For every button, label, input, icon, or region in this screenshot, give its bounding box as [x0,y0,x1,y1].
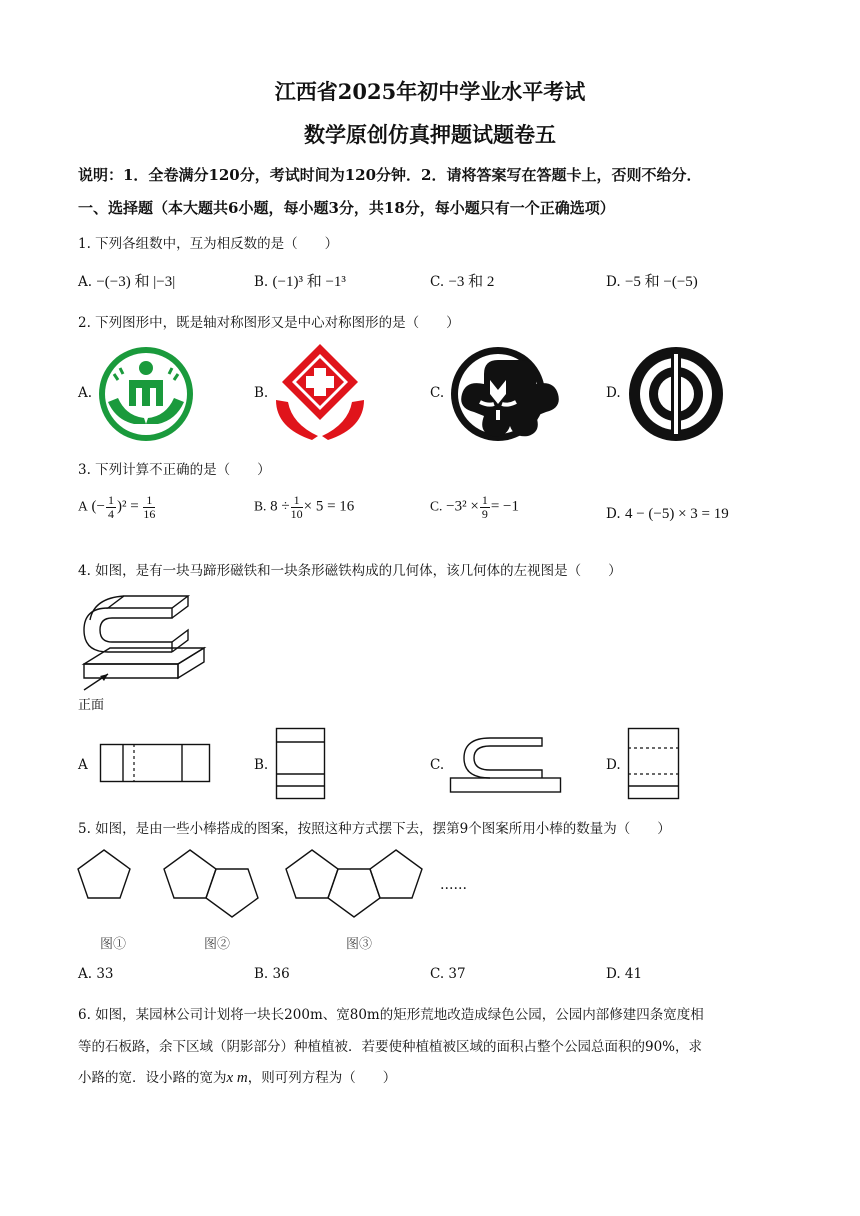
q3-stem: 3. 下列计算不正确的是（ ） [78,462,271,478]
section-heading: 一、选择题（本大题共6小题，每小题3分，共18分，每小题只有一个正确选项） [78,199,615,217]
q3-b-pre: 8 ÷ [270,498,290,515]
q3-b-post: × 5 = 16 [303,498,355,515]
q1-c-text: −3 和 2 [448,274,495,290]
fig2-caption: 图② [204,937,231,952]
q4-stem: 4. 如图，是有一块马蹄形磁铁和一块条形磁铁构成的几何体，该几何体的左视图是（ ） [78,563,622,579]
q3-c-post: = −1 [490,498,519,515]
q4-d-label[interactable]: D. [606,757,621,773]
q3-c-num: 1 [481,493,488,507]
q4-c-label[interactable]: C. [430,757,445,773]
q1-b-text: (−1)³ 和 −1³ [272,274,346,290]
q2-d-label[interactable]: D. [606,385,621,401]
q1-option-a[interactable] [78,270,175,291]
q4-b-label[interactable]: B. [254,757,269,773]
q3-c-fraction [480,494,490,520]
q4-option-a-figure[interactable] [100,744,210,784]
q3-b-label: B. [254,498,267,514]
q3-d-label: D. [606,506,621,522]
q3-b-den: 10 [290,506,303,521]
fig1-caption: 图① [100,937,127,952]
q4-option-b-figure[interactable] [276,728,326,800]
q3-option-d[interactable] [606,506,729,523]
ellipsis: …… [440,877,467,893]
q3-c-pre: −3² × [446,498,479,515]
q3-c-den: 9 [481,506,488,521]
q1-option-c[interactable] [430,270,494,291]
q3-b-num: 1 [291,494,303,508]
q1-d-label: D. [606,274,621,290]
q5-stem: 5. 如图，是由一些小棒搭成的图案，按照这种方式摆下去，摆第9个图案所用小棒的数量为（ ） [78,821,671,837]
q5-option-d[interactable]: D. 41 [606,966,643,982]
q4-a-label[interactable]: A [78,757,88,773]
black-ring-logo-icon [628,346,724,442]
q3-option-c[interactable] [430,494,519,520]
q1-a-text: −(−3) 和 |−3| [96,274,176,290]
q3-option-a[interactable] [78,494,156,520]
fig3-caption: 图③ [346,937,373,952]
q6-line3 [78,1066,396,1087]
green-logo-icon [96,346,196,442]
magnet-solid-figure [78,588,218,698]
q6-variable: x m [226,1070,248,1086]
q6-line1: 6. 如图，某园林公司计划将一块长200m、宽80m的矩形荒地改造成绿色公园，公园内部修建四条宽度相 [78,1007,704,1023]
q1-c-label: C. [430,274,445,290]
black-flower-logo-icon [450,346,546,442]
q3-a-rden: 16 [143,506,156,521]
q3-a-fraction [106,494,116,520]
q3-a-pre: (− [91,498,105,515]
q3-b-fraction [291,494,303,520]
q3-a-label: A [78,498,88,514]
exam-subtitle: 数学原创仿真押题试题卷五 [304,122,556,147]
pentagon-figure-1 [76,848,136,900]
q5-option-c[interactable]: C. 37 [430,966,466,982]
red-cross-logo-icon [272,342,368,442]
q5-option-a[interactable]: A. 33 [78,966,114,982]
q3-a-num: 1 [107,493,114,507]
q6-line2: 等的石板路，余下区域（阴影部分）种植植被．若要使种植植被区域的面积占整个公园总面积的90%，求 [78,1039,703,1055]
q1-option-d[interactable] [606,270,698,291]
q2-a-label[interactable]: A. [78,385,93,401]
q1-d-text: −5 和 −(−5) [624,274,698,290]
front-view-label: 正面 [78,698,105,713]
q1-option-b[interactable] [254,270,346,291]
q2-b-label[interactable]: B. [254,385,269,401]
pentagon-figure-2 [162,848,262,920]
q3-d-text: 4 − (−5) × 3 = 19 [624,506,729,522]
q1-stem: 1. 下列各组数中，互为相反数的是（ ） [78,236,339,252]
q4-option-d-figure[interactable] [628,728,680,800]
q3-option-b[interactable] [254,494,354,520]
q1-a-label: A. [78,274,93,290]
q3-c-label: C. [430,498,443,514]
q2-c-label[interactable]: C. [430,385,445,401]
q3-a-rnum: 1 [143,494,155,508]
q1-b-label: B. [254,274,269,290]
q3-a-den: 4 [107,506,114,521]
q4-option-c-figure[interactable] [450,734,562,794]
exam-title: 江西省2025年初中学业水平考试 [274,79,586,104]
q2-stem: 2. 下列图形中，既是轴对称图形又是中心对称图形的是（ ） [78,315,460,331]
q6-line3-pre: 小路的宽．设小路的宽为 [78,1070,227,1086]
instructions: 说明：1．全卷满分120分，考试时间为120分钟．2．请将答案写在答题卡上，否则不给分． [78,166,702,184]
q5-option-b[interactable]: B. 36 [254,966,290,982]
q3-a-result [143,494,155,520]
pentagon-figure-3 [284,848,424,920]
q3-a-post: )² = [116,498,139,515]
q6-line3-post: ，则可列方程为（ ） [247,1070,397,1086]
